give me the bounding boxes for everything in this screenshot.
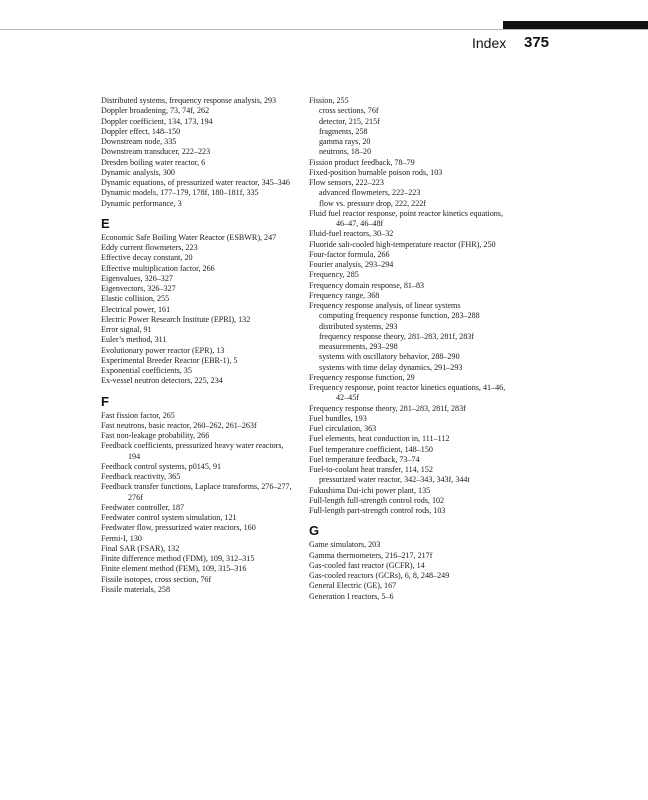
index-entry: General Electric (GE), 167	[309, 581, 397, 591]
index-subentry: gamma rays, 20	[319, 137, 371, 146]
index-entry: Distributed systems, frequency response analysis, 293	[101, 96, 277, 105]
index-entry: Gas-cooled fast reactor (GCFR), 14	[309, 560, 425, 570]
index-entry: Feedback transfer functions, Laplace transforms, 276–277, 276f	[101, 482, 292, 502]
index-subentry: frequency response theory, 281–283, 281f, 283f	[319, 331, 475, 341]
index-entry: Final SAR (FSAR), 132	[101, 543, 180, 553]
index-entry: Evolutionary power reactor (EPR), 13	[101, 345, 225, 355]
index-subentry: systems with oscillatory behavior, 288–290	[319, 352, 460, 362]
index-entry: Fluid-fuel reactors, 30–32	[309, 229, 394, 239]
index-subentry: distributed systems, 293	[319, 321, 398, 331]
running-head: Index	[472, 35, 507, 51]
index-entry: Feedback control systems, p0145, 91	[101, 461, 222, 471]
index-entry: Economic Safe Boiling Water Reactor (ESBWR), 247	[101, 232, 277, 242]
index-entry: Feedback coefficients, pressurized heavy water reactors, 194	[101, 441, 284, 461]
index-column-right	[309, 96, 514, 602]
index-entry: Fermi-I, 130	[101, 533, 142, 543]
index-entry: Fixed-position burnable poison rods, 103	[309, 167, 443, 177]
index-entry: Frequency response analysis, of linear systems	[309, 301, 461, 310]
index-entry: Dynamic equations, of pressurized water reactor, 345–346	[101, 178, 290, 187]
index-entry: Fuel-to-coolant heat transfer, 114, 152	[309, 465, 433, 474]
index-entry: Doppler coefficient, 134, 173, 194	[101, 116, 213, 126]
index-entry: Downstream transducer, 222–223	[101, 147, 211, 157]
index-entry: Game simulators, 203	[309, 540, 381, 550]
index-entry: Fast fission factor, 265	[101, 410, 175, 420]
index-entry: Full-length part-strength control rods, 103	[309, 506, 446, 515]
index-entry: Effective multiplication factor, 266	[101, 263, 215, 273]
index-column-left	[101, 96, 297, 595]
index-entry: Eddy current flowmeters, 223	[101, 243, 198, 252]
index-entry: Feedwater flow, pressurized water reactors, 160	[101, 523, 256, 533]
index-entry: Frequency response function, 29	[309, 372, 415, 382]
index-entry: Gamma thermometers, 216–217, 217f	[309, 550, 433, 560]
index-entry: Gas-cooled reactors (GCRs), 6, 8, 248–249	[309, 571, 450, 580]
index-entry: Elastic collision, 255	[101, 294, 170, 304]
index-entry: Exponential coefficients, 35	[101, 366, 192, 375]
index-entry: Fission, 255	[309, 96, 349, 105]
index-entry: Flow sensors, 222–223	[309, 178, 384, 187]
index-subentry: fragments, 258	[319, 126, 368, 136]
index-entry: Dynamic performance, 3	[101, 198, 182, 208]
index-entry: Full-length full-strength control rods, 102	[309, 495, 445, 505]
section-letter-f: F	[101, 393, 109, 409]
index-entry: Doppler broadening, 73, 74f, 262	[101, 106, 210, 116]
index-subentry: measurements, 293–298	[319, 342, 398, 351]
index-entry: Dynamic analysis, 300	[101, 167, 175, 177]
index-entry: Fluid fuel reactor response, point reactor kinetics equations, 46–47, 46–48f	[309, 208, 503, 228]
index-entry: Feedback reactivity, 365	[101, 472, 181, 481]
index-entry: Downstream node, 335	[101, 137, 177, 146]
index-entry: Fuel temperature coefficient, 148–150	[309, 444, 433, 454]
index-entry: Finite difference method (FDM), 109, 312–315	[101, 554, 255, 563]
index-entry: Fuel bundles, 193	[309, 413, 367, 423]
index-entry: Frequency, 285	[309, 270, 359, 280]
index-entry: Fuel circulation, 363	[309, 424, 377, 433]
index-entry: Fissile isotopes, cross section, 76f	[101, 574, 212, 584]
index-entry: Feedwater controller, 187	[101, 502, 185, 512]
index-entry: Frequency domain response, 81–83	[309, 280, 425, 290]
index-subentry: neutrons, 18–20	[319, 147, 372, 157]
index-entry: Frequency response, point reactor kinetics equations, 41–46, 42–45f	[309, 383, 506, 403]
index-entry: Electrical power, 161	[101, 304, 171, 314]
section-letter-g: G	[309, 523, 320, 539]
letter-spacer	[101, 387, 297, 395]
header-rule	[0, 29, 648, 30]
index-entry: Dynamic models, 177–179, 178f, 180–181f, 335	[101, 188, 259, 198]
index-subentry: advanced flowmeters, 222–223	[319, 188, 421, 198]
index-entry: Feedwater control system simulation, 121	[101, 513, 237, 522]
index-entry: Doppler effect, 148–150	[101, 126, 181, 136]
index-entry: Electric Power Research Institute (EPRI), 132	[101, 314, 251, 324]
letter-spacer	[309, 516, 514, 524]
index-subentry: flow vs. pressure drop, 222, 222f	[319, 198, 427, 208]
index-entry: Error signal, 91	[101, 325, 152, 334]
index-subentry: detector, 215, 215f	[319, 116, 380, 126]
index-entry: Fuel temperature feedback, 73–74	[309, 454, 420, 464]
index-entry: Fourier analysis, 293–294	[309, 260, 394, 269]
index-entry: Experimental Breeder Reactor (EBR-1), 5	[101, 355, 238, 365]
page-number: 375	[524, 34, 550, 51]
index-entry: Four-factor formula, 266	[309, 249, 390, 259]
index-entry: Ex-vessel neutron detectors, 225, 234	[101, 376, 223, 386]
index-entry: Fissile materials, 258	[101, 584, 171, 594]
index-entry: Eigenvectors, 326–327	[101, 284, 176, 293]
index-entry: Generation I reactors, 5–6	[309, 591, 394, 601]
index-subentry: computing frequency response function, 283–288	[319, 311, 480, 321]
index-subentry: pressurized water reactor, 342–343, 343f, 344t	[319, 475, 470, 485]
index-entry: Euler’s method, 311	[101, 335, 167, 345]
index-subentry: cross sections, 76f	[319, 106, 379, 116]
index-entry: Fission product feedback, 78–79	[309, 157, 415, 167]
index-entry: Dresden boiling water reactor, 6	[101, 157, 206, 167]
index-entry: Effective decay constant, 20	[101, 253, 193, 263]
section-letter-e: E	[101, 215, 110, 231]
index-entry: Frequency response theory, 281–283, 281f, 283f	[309, 403, 466, 413]
letter-spacer	[101, 209, 297, 217]
index-entry: Fuel elements, heat conduction in, 111–112	[309, 434, 450, 444]
index-entry: Fast neutrons, basic reactor, 260–262, 261–263f	[101, 420, 257, 430]
index-entry: Fast non-leakage probability, 266	[101, 431, 210, 440]
index-entry: Fluoride salt-cooled high-temperature reactor (FHR), 250	[309, 239, 496, 249]
index-entry: Fukushima Dai-ichi power plant, 135	[309, 485, 431, 495]
index-entry: Eigenvalues, 326–327	[101, 273, 173, 283]
index-subentry: systems with time delay dynamics, 291–293	[319, 362, 463, 372]
index-entry: Finite element method (FEM), 109, 315–316	[101, 564, 247, 574]
index-entry: Frequency range, 368	[309, 290, 380, 300]
